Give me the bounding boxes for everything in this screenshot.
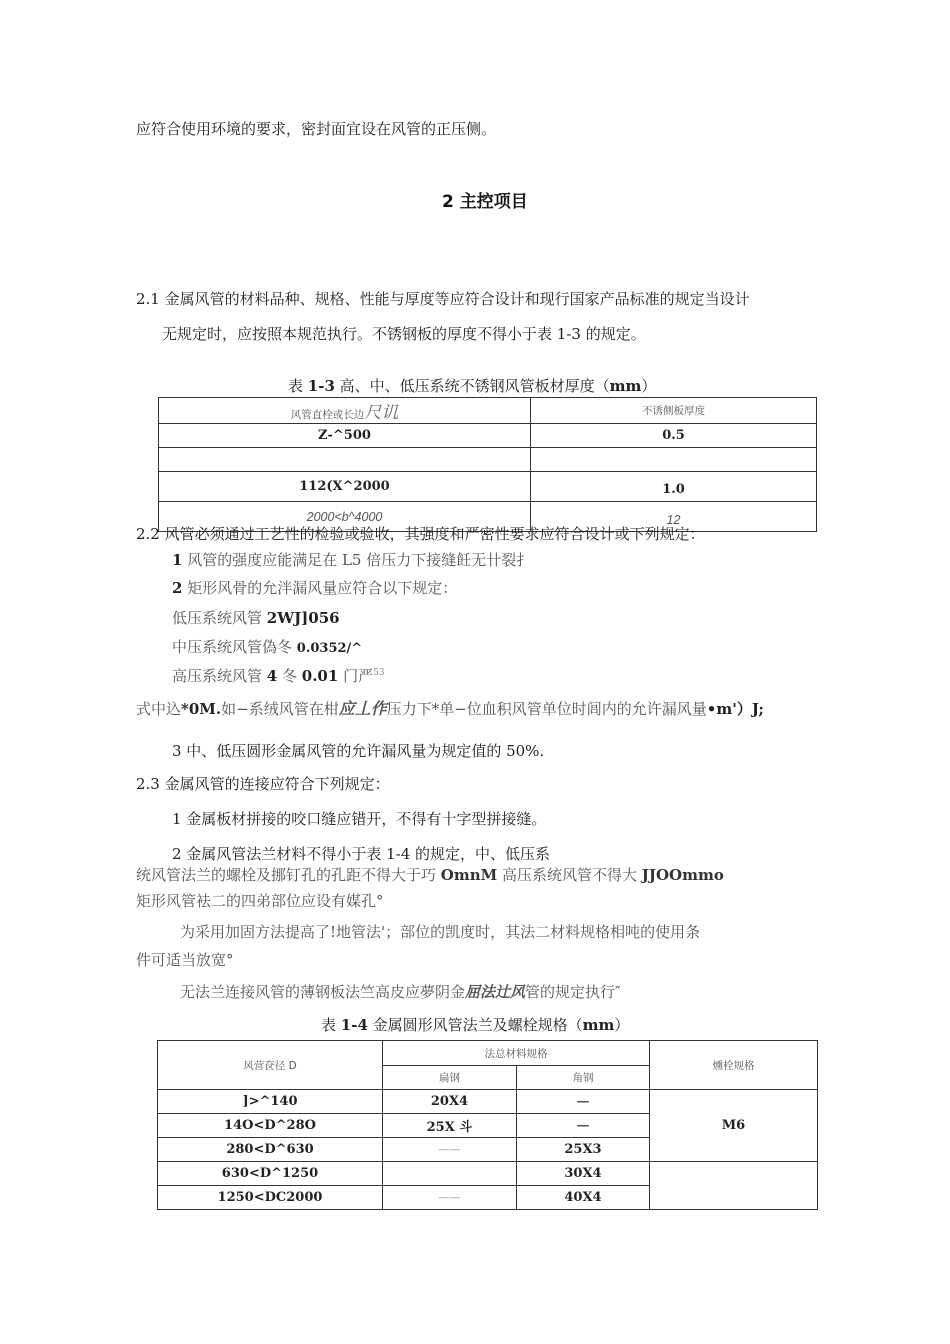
caption-unit: mm	[609, 377, 642, 395]
clause-2-3-cont3: 为采用加固方法提高了!地管法'；部位的凯度时，其法二材料规格相吨的使用条	[180, 923, 701, 941]
caption-end: ）	[614, 1016, 630, 1034]
cell-diameter: 1250<DC2000	[158, 1186, 383, 1210]
header-angle-steel: 角钢	[517, 1066, 650, 1090]
cell-flat: 25X 斗	[383, 1114, 517, 1138]
table-1-4	[157, 1040, 818, 1210]
clause-2-1-line1: 2.1 金属风管的材料品种、规格、性能与厚度等应符合设计和现行国家产品标准的规定当设计	[136, 290, 750, 308]
cell-diameter: 280<D^630	[158, 1138, 383, 1162]
formula-explanation: 式中込*0M.如−系绒风管在柑应丄作压力下*单−位血积风管单位时闾内的允许漏风量•m'）J;	[136, 699, 764, 718]
header-thickness: 不诱侧板厚度	[531, 398, 817, 424]
cell-bolt: M6	[650, 1090, 818, 1162]
cell-diameter: 630<D^1250	[158, 1162, 383, 1186]
table-1-3-caption	[288, 375, 656, 396]
high-pressure-formula: 高压系统风管 4 冬 0.01 门严$^{53}$	[172, 667, 385, 685]
cell-thickness	[531, 448, 817, 472]
mid-pressure-formula: 中压系统风管偽冬 0.0352/^	[172, 638, 363, 656]
cell-diameter: ]>^140	[158, 1090, 383, 1114]
cell-angle: 30X4	[517, 1162, 650, 1186]
caption-end: ）	[641, 377, 657, 395]
header-bolt: 燻栓规格	[650, 1041, 818, 1090]
clause-2-3-cont4: 件可适当放宽°	[136, 951, 234, 969]
caption-unit: mm	[582, 1016, 615, 1034]
caption-number: 1-4	[340, 1016, 368, 1034]
clause-2-3-item1: 1 金属板材拼接的咬口缝应错开，不得有十字型拼接缝。	[172, 810, 547, 828]
table-header-row	[159, 398, 817, 424]
clause-2-3-line: 2.3 金属风管的连接应符合下列规定：	[136, 775, 390, 793]
cell-thickness: 1.0	[531, 472, 817, 502]
table-1-4-caption	[321, 1014, 629, 1035]
clause-2-3-item2: 2 金属风管法兰材料不得小于表 1-4 的规定，中、低压系	[172, 845, 551, 863]
header-flat-steel: 扁钢	[383, 1066, 517, 1090]
table-row	[158, 1162, 818, 1186]
cell-angle: 40X4	[517, 1186, 650, 1210]
cell-size: Z-^500	[159, 424, 531, 448]
section-title: 2 主控项目	[442, 192, 528, 212]
caption-prefix: 表	[321, 1016, 341, 1034]
header-size-note: 尺讥	[364, 403, 399, 423]
cell-flat: ——	[383, 1138, 517, 1162]
cell-flat: 20X4	[383, 1090, 517, 1114]
cell-flat: ——	[383, 1186, 517, 1210]
clause-2-1-line2: 无规定时，应按照本规范执行。不锈钢板的厚度不得小于表 1-3 的规定。	[162, 325, 646, 343]
cell-bolt-empty	[650, 1162, 818, 1210]
cell-thickness: 12	[531, 502, 817, 532]
header-material: 法总材料规格	[383, 1041, 650, 1066]
low-pressure-formula: 低压系统风管 2WJ]056	[172, 609, 340, 627]
clause-2-2-item1: 1 风管的强度应能满足在 L5 倍压力下接缝飪无卄裂扌	[172, 551, 532, 569]
header-diameter: 风营奁径 D	[158, 1041, 383, 1090]
cell-angle: 25X3	[517, 1138, 650, 1162]
table-row	[159, 448, 817, 472]
cell-flat	[383, 1162, 517, 1186]
clause-2-3-cont5: 无法兰连接风管的薄钢板法竺高皮应夢阴金屈法辻风管的规定执行″	[180, 983, 621, 1001]
table-row	[159, 424, 817, 448]
caption-text: 金属圆形风管法兰及螺栓规格（	[367, 1016, 583, 1034]
table-row	[158, 1090, 818, 1114]
table-1-3	[158, 397, 817, 532]
clause-2-3-cont1: 统风管法兰的螺栓及挪钉孔的孔距不得大于巧 OmnM 高压系统风管不得大 JJOOmmo	[136, 866, 724, 884]
table-row	[159, 472, 817, 502]
caption-prefix: 表	[288, 377, 308, 395]
cell-angle: —	[517, 1114, 650, 1138]
cell-size	[159, 448, 531, 472]
cell-size: 112(X^2000	[159, 472, 531, 502]
cell-size: 2000<b^4000	[159, 502, 531, 532]
clause-2-2-item3: 3 中、低压圆形金属风管的允许漏风量为规定值的 50%.	[172, 742, 545, 760]
caption-text: 高、中、低压系统不锈钢风管板材厚度（	[334, 377, 610, 395]
header-size: 风管直栓或长边尺讥	[159, 398, 531, 424]
table-header-row	[158, 1041, 818, 1066]
clause-2-2-item2: 2 矩形风骨的允泮漏风量应符合以下规定：	[172, 579, 458, 597]
cell-thickness: 0.5	[531, 424, 817, 448]
caption-number: 1-3	[307, 377, 335, 395]
clause-2-3-cont2: 矩形风管袪二的四弟部位应设有媒孔°	[136, 892, 384, 910]
intro-line: 应符合使用环境的要求，密封面宜设在风管的正压侧。	[136, 120, 497, 138]
cell-angle: —	[517, 1090, 650, 1114]
cell-diameter: 14O<D^28O	[158, 1114, 383, 1138]
clause-2-2-line: 2.2 风管必须通过工艺性的检验或验收，其强度和严密性要求应符合设计或下列规定：	[136, 525, 705, 543]
